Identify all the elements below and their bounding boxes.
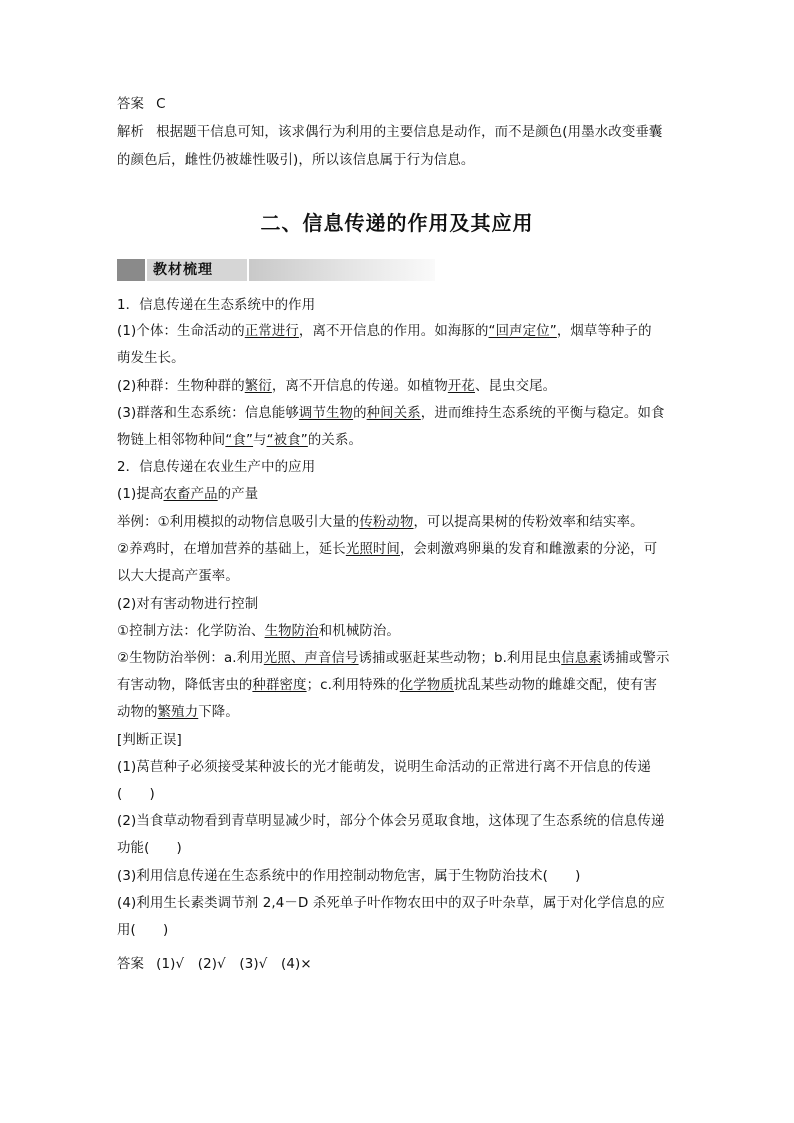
blank-answer: 种间关系 bbox=[366, 406, 421, 421]
blank-answer: 农畜产品 bbox=[163, 487, 218, 502]
blank-answer: 种群密度 bbox=[252, 678, 307, 693]
example-chicken bbox=[117, 540, 682, 560]
blank-answer: “食” bbox=[225, 433, 254, 448]
text: ；c.利用特殊的 bbox=[306, 678, 400, 693]
judge-heading: [判断正误] bbox=[117, 733, 182, 748]
analysis-line-1 bbox=[117, 123, 682, 143]
text: 的 bbox=[353, 406, 367, 421]
text: 与 bbox=[253, 433, 267, 448]
text: 举例：①利用模拟的动物信息吸引大量的 bbox=[117, 515, 360, 530]
question-1: (1)莴苣种子必须接受某种波长的光才能萌发，说明生命活动的正常进行离不开信息的传递 bbox=[117, 760, 651, 775]
answer-line-2 bbox=[117, 955, 682, 975]
answer-label: 答案 bbox=[117, 957, 145, 972]
text: ②生物防治举例：a.利用 bbox=[117, 651, 264, 666]
text: 下降。 bbox=[198, 705, 239, 720]
text: 的产量 bbox=[217, 487, 259, 502]
text: 扰乱某些动物的雌雄交配，使有害 bbox=[453, 678, 658, 693]
blank-answer: 开花 bbox=[447, 379, 475, 394]
bio-control-examples-cont2 bbox=[117, 703, 682, 723]
question-4: (4)利用生长素类调节剂 2,4－D 杀死单子叶作物农田中的双子叶杂草，属于对化学信息的应 bbox=[117, 896, 665, 911]
blank-answer: 繁衍 bbox=[244, 379, 272, 394]
answer-label: 答案 bbox=[117, 97, 145, 112]
blank-answer: 繁殖力 bbox=[157, 705, 199, 720]
paragraph-individual-cont: 萌发生长。 bbox=[117, 351, 185, 366]
question-2: (2)当食草动物看到青草明显减少时，部分个体会另觅取食地，这体现了生态系统的信息传递 bbox=[117, 814, 665, 829]
heading-2: 2．信息传递在农业生产中的应用 bbox=[117, 460, 316, 475]
text: ①控制方法：化学防治、 bbox=[117, 624, 265, 639]
text: 、昆虫交尾。 bbox=[474, 379, 557, 394]
section-banner bbox=[117, 259, 435, 281]
text: 动物的 bbox=[117, 705, 158, 720]
paragraph-population bbox=[117, 377, 682, 397]
question-3: (3)利用信息传递在生态系统中的作用控制动物危害，属于生物防治技术( ) bbox=[117, 869, 581, 884]
example-chicken-cont: 以大大提高产蛋率。 bbox=[117, 569, 239, 584]
text: (2)种群：生物种群的 bbox=[117, 379, 245, 394]
text: ，进而维持生态系统的平衡与稳定。如食 bbox=[420, 406, 665, 421]
bio-control-examples bbox=[117, 649, 682, 669]
analysis-label: 解析 bbox=[117, 125, 145, 140]
blank-answer: 化学物质 bbox=[399, 678, 454, 693]
text: ②养鸡时，在增加营养的基础上，延长 bbox=[117, 542, 346, 557]
answer-value: C bbox=[156, 97, 166, 112]
text: ，烟草等种子的 bbox=[556, 324, 652, 339]
blank-answer: 调节生物 bbox=[298, 406, 354, 421]
blank-answer: 信息素 bbox=[561, 651, 602, 666]
text: 和机械防治。 bbox=[318, 624, 400, 639]
text: 诱捕或警示 bbox=[601, 651, 670, 666]
bio-control-examples-cont bbox=[117, 676, 682, 696]
text: 诱捕或驱赶某些动物；b.利用昆虫 bbox=[358, 651, 562, 666]
subheading-control: (2)对有害动物进行控制 bbox=[117, 597, 259, 612]
blank-answer: 生物防治 bbox=[264, 624, 319, 639]
question-4-cont: 用( ) bbox=[117, 923, 169, 938]
blank-answer: 传粉动物 bbox=[359, 515, 414, 530]
text: ，可以提高果树的传粉效率和结实率。 bbox=[413, 515, 644, 530]
control-methods bbox=[117, 622, 682, 642]
blank-answer: 正常进行 bbox=[244, 324, 299, 339]
text: 物链上相邻物种间 bbox=[117, 433, 226, 448]
blank-answer: 光照、声音信号 bbox=[263, 651, 359, 666]
blank-answer: “回声定位” bbox=[488, 324, 557, 339]
subheading-yield bbox=[117, 485, 682, 505]
text: ，离不开信息的作用。如海豚的 bbox=[298, 324, 489, 339]
paragraph-community bbox=[117, 404, 682, 424]
blank-answer: 光照时间 bbox=[345, 542, 400, 557]
banner-label: 教材梳理 bbox=[153, 262, 213, 278]
answer-value: (1)√ (2)√ (3)√ (4)× bbox=[156, 957, 312, 972]
question-2-cont: 功能( ) bbox=[117, 841, 182, 856]
paragraph-individual bbox=[117, 322, 682, 342]
text: ，离不开信息的传递。如植物 bbox=[271, 379, 448, 394]
answer-line bbox=[117, 95, 682, 115]
text: (1)个体：生命活动的 bbox=[117, 324, 245, 339]
text: 有害动物，降低害虫的 bbox=[117, 678, 253, 693]
heading-1: 1．信息传递在生态系统中的作用 bbox=[117, 298, 316, 313]
analysis-text: 根据题干信息可知，该求偶行为利用的主要信息是动作，而不是颜色(用墨水改变垂囊 bbox=[156, 125, 663, 140]
text: ，会刺激鸡卵巢的发育和雌激素的分泌，可 bbox=[399, 542, 658, 557]
question-1-blank: ( ) bbox=[117, 787, 155, 802]
text: (1)提高 bbox=[117, 487, 164, 502]
paragraph-community-cont bbox=[117, 431, 682, 451]
text: (3)群落和生态系统：信息能够 bbox=[117, 406, 299, 421]
section-title: 二、信息传递的作用及其应用 bbox=[260, 211, 534, 235]
text: 的关系。 bbox=[307, 433, 363, 448]
blank-answer: “被食” bbox=[266, 433, 308, 448]
analysis-line-2: 的颜色后，雌性仍被雄性吸引)，所以该信息属于行为信息。 bbox=[117, 153, 475, 168]
example-pollination bbox=[117, 513, 682, 533]
